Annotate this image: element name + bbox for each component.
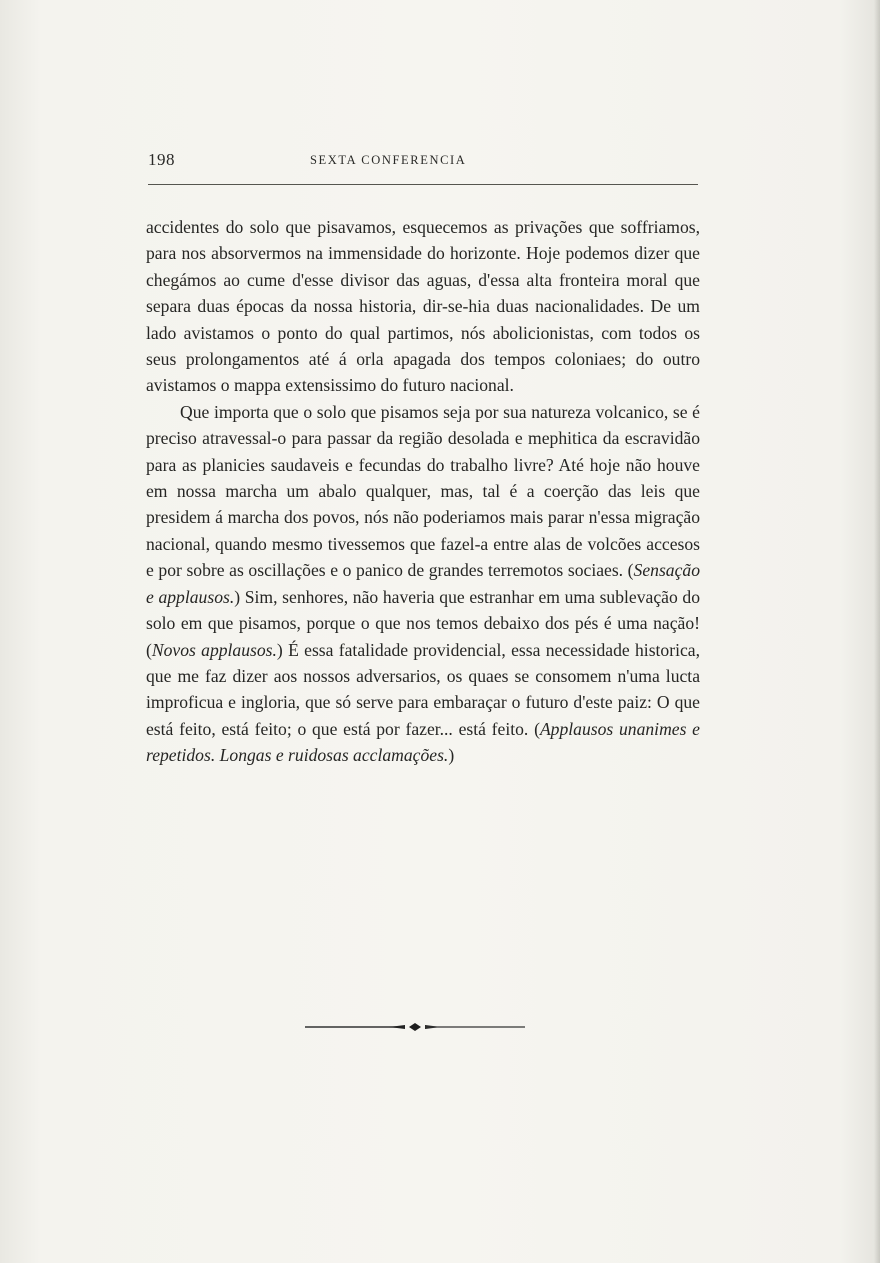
page-number: 198 xyxy=(148,150,175,169)
running-title: SEXTA CONFERENCIA xyxy=(310,153,467,167)
stage-direction: Sensação e applausos. xyxy=(146,560,700,607)
paragraph xyxy=(146,399,700,769)
body-text xyxy=(146,214,700,769)
ornament-rule xyxy=(305,1022,525,1032)
paragraph xyxy=(146,214,700,399)
stage-direction: Novos applausos. xyxy=(151,639,277,660)
page-edge-shadow xyxy=(874,0,880,1263)
header-rule xyxy=(148,184,698,185)
text-run: accidentes do solo que pisavamos, esquecemos as privações que soffriamos, para nos absorvermos na immensidade do horizonte. Hoje podemos dizer que chegámos ao cume d'esse divisor das aguas, d'essa alta fronteira moral que separa duas épocas da nossa historia, dir-se-hia duas nacionalidades. De um lado avistamos o ponto do qual partimos, nós abolicionistas, com todos os seus prolongamentos até á orla apagada dos tempos coloniaes; do outro avistamos o mappa extensissimo do futuro nacional. xyxy=(146,217,700,396)
text-run: ) Sim, senhores, não haveria que estranhar em uma sublevação do solo em que pisamos, porque o que nos temos debaixo dos pés é uma nação! ( xyxy=(146,586,700,660)
text-run: Que importa que o solo que pisamos seja por sua natureza volcanico, se é preciso atravessal-o para passar da região desolada e mephitica da escravidão para as planicies saudaveis e fecundas do trabalho livre? Até hoje não houve em nossa marcha um abalo qualquer, mas, tal é a coerção das leis que presidem á marcha dos povos, nós não poderiamos mais parar n'essa migração nacional, quando mesmo tivessemos que fazel-a entre alas de volcões accesos e por sobre as oscillações e o panico de grandes terremotos sociaes. ( xyxy=(146,401,700,581)
running-head xyxy=(148,150,698,174)
text-run: ) É essa fatalidade providencial, essa necessidade historica, que me faz dizer aos nossos adversarios, os quaes se consomem n'uma lucta improficua e ingloria, que só serve para embaraçar o futuro d'este paiz: O que está feito, está feito; o que está por fazer... está feito. ( xyxy=(146,639,700,739)
stage-direction: Applausos unanimes e repetidos. Longas e ruidosas acclamações. xyxy=(146,718,700,766)
text-run: ) xyxy=(448,745,455,766)
